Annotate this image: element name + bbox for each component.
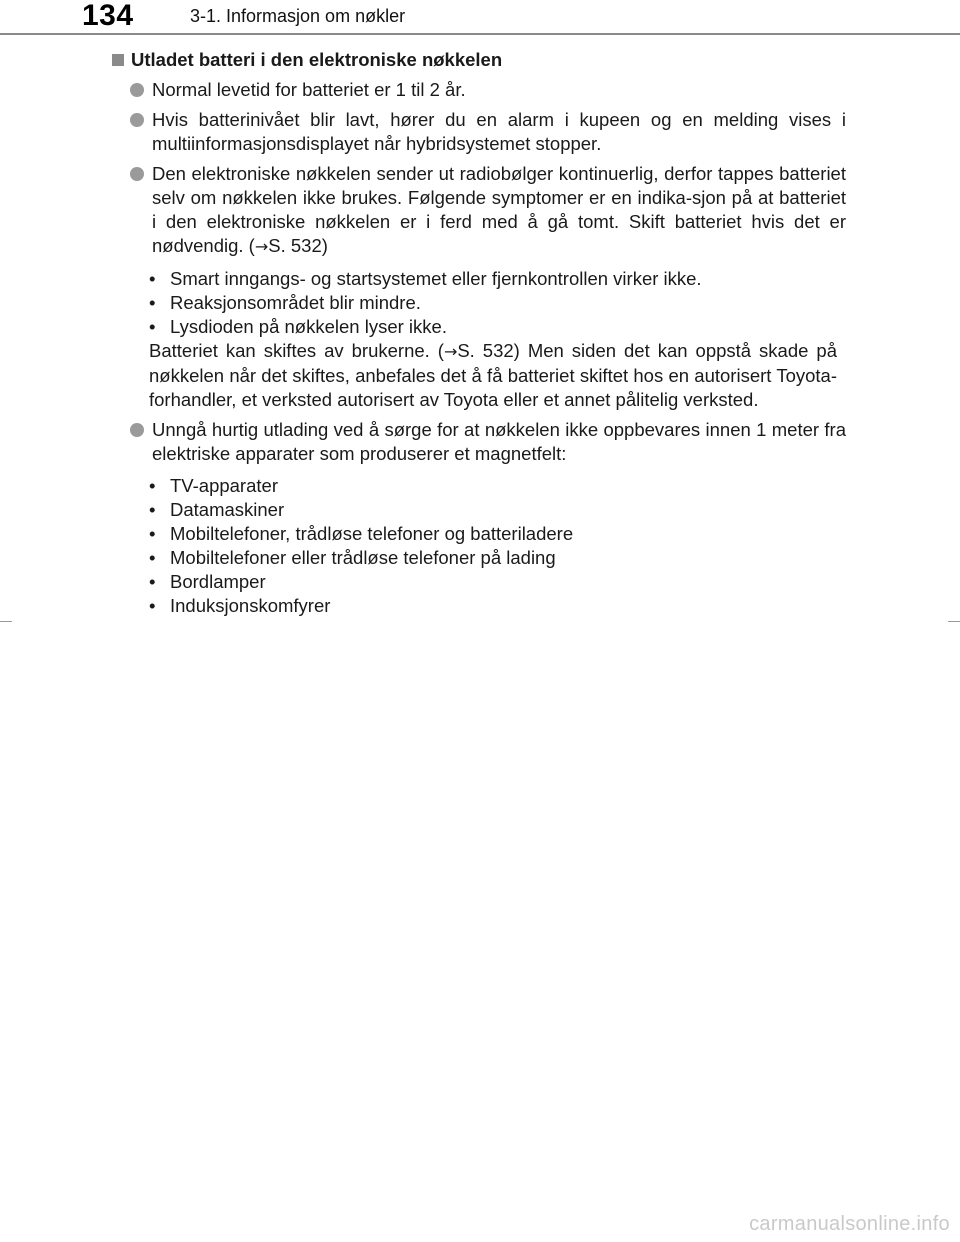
sub-list-item (149, 522, 846, 546)
page-reference-arrow: → (254, 237, 269, 256)
sub-list-item-text: Lysdioden på nøkkelen lyser ikke. (170, 316, 447, 337)
list-item-text: Unngå hurtig utlading ved å sørge for at nøkkelen ikke oppbevares innen 1 meter fra elektriske apparater som produserer et magnetfelt: (152, 419, 846, 464)
list-item-text: Normal levetid for batteriet er 1 til 2 år. (152, 79, 466, 100)
page-number: 134 (82, 0, 134, 32)
margin-tick-right (948, 621, 960, 622)
sub-list-item-text: Reaksjonsområdet blir mindre. (170, 292, 421, 313)
bullet-dot: • (149, 316, 156, 337)
appliance-list (149, 474, 846, 618)
bullet-dot: • (149, 547, 156, 568)
list-item-text: Hvis batterinivået blir lavt, hører du en alarm i kupeen og en melding vises i multiinformasjonsdisplayet når hybridsystemet stopper. (152, 109, 846, 154)
list-item (112, 78, 846, 102)
sub-list-item (149, 474, 846, 498)
note-text-part: S. 532) Men siden det kan oppstå skade på nøkkelen når det skiftes, anbefales det å få batteriet skiftet hos en autorisert Toyota-forhandler, et verksted autorisert av Toyota eller et annet pålitelig verksted. (149, 340, 837, 410)
bullet-dot: • (149, 571, 156, 592)
sub-list-item-text: Smart inngangs- og startsystemet eller fjernkontrollen virker ikke. (170, 268, 702, 289)
square-bullet-icon (112, 54, 124, 66)
bullet-dot: • (149, 523, 156, 544)
sub-list-item-text: Mobiltelefoner eller trådløse telefoner på lading (170, 547, 556, 568)
page-content (112, 48, 846, 618)
sub-list-item (149, 594, 846, 618)
sub-list-item-text: Induksjonskomfyrer (170, 595, 331, 616)
watermark: carmanualsonline.info (749, 1213, 950, 1235)
chapter-title: 3-1. Informasjon om nøkler (190, 6, 406, 26)
sub-list-item (149, 315, 846, 339)
page-reference-arrow: → (443, 342, 458, 361)
section-heading (112, 48, 846, 72)
list-item-text-part: Den elektroniske nøkkelen sender ut radiobølger kontinuerlig, derfor tappes batteriet selv om nøkkelen ikke brukes. Følgende symptomer er en indika-sjon på at batteriet i den elektroniske nøkkelen er i ferd med å gå tomt. Skift batteriet hvis det er nødvendig. ( (152, 163, 846, 256)
sub-list-item (149, 498, 846, 522)
list-item (112, 108, 846, 156)
header-divider (0, 33, 960, 35)
battery-note (149, 339, 837, 412)
bullet-dot: • (149, 292, 156, 313)
circle-bullet-icon (130, 423, 144, 437)
sub-list-item (149, 570, 846, 594)
sub-list-item-text: Datamaskiner (170, 499, 285, 520)
sub-list-item (149, 546, 846, 570)
list-item (112, 418, 846, 466)
page-reference: S. 532) (268, 235, 328, 256)
sub-list-item-text: Bordlamper (170, 571, 266, 592)
note-text-part: Batteriet kan skiftes av brukerne. ( (149, 340, 444, 361)
margin-tick-left (0, 621, 12, 622)
sub-list-item-text: TV-apparater (170, 475, 278, 496)
sub-list-item (149, 267, 846, 291)
bullet-dot: • (149, 268, 156, 289)
bullet-dot: • (149, 595, 156, 616)
circle-bullet-icon (130, 167, 144, 181)
symptom-list (149, 267, 846, 339)
bullet-dot: • (149, 499, 156, 520)
sub-list-item-text: Mobiltelefoner, trådløse telefoner og batteriladere (170, 523, 574, 544)
list-item (112, 162, 846, 259)
circle-bullet-icon (130, 113, 144, 127)
section-heading-text: Utladet batteri i den elektroniske nøkkelen (131, 49, 503, 70)
list-item-text (152, 162, 846, 259)
bullet-dot: • (149, 475, 156, 496)
sub-list-item (149, 291, 846, 315)
circle-bullet-icon (130, 83, 144, 97)
